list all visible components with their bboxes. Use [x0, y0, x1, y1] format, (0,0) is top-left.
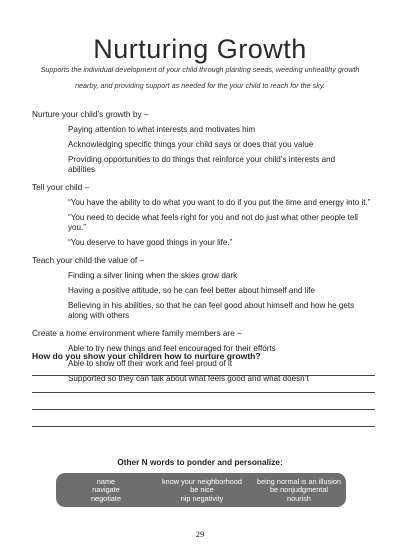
word-item: being normal is an illusion	[257, 477, 341, 486]
words-column	[252, 478, 346, 503]
word-item: navigate	[92, 485, 120, 495]
word-item: be nonjudgmental	[269, 485, 328, 495]
word-item: be nice	[190, 485, 214, 495]
page-subtitle	[28, 62, 372, 94]
list-item: Supported so they can talk about what feels good and what doesn’t	[68, 374, 309, 383]
writing-line[interactable]	[32, 426, 375, 427]
quote-item: “You need to decide what feels right for you and not do just what other people tell you.”	[68, 213, 358, 232]
writing-line[interactable]	[32, 409, 375, 410]
list-item: Having a positive attitude, so he can feel better about himself and life	[68, 286, 316, 295]
quote-item: “You have the ability to do what you want to do if you put the time and energy into it.”	[68, 198, 371, 207]
list-item: Able to try new things and feel encouraged for their efforts	[68, 344, 276, 353]
list-item: Providing opportunities to do things that reinforce your child’s interests and abilities	[68, 155, 336, 174]
section-heading: Tell your child –	[32, 182, 90, 192]
word-item: know your neighborhood	[162, 477, 242, 486]
section-heading: Teach your child the value of –	[32, 255, 145, 265]
tips-content	[32, 109, 377, 384]
list-item: Finding a silver lining when the skies grow dark	[68, 271, 238, 280]
section-heading: Create a home environment where family members are –	[32, 328, 242, 338]
words-column	[152, 478, 252, 503]
word-item: nip negativity	[180, 493, 224, 503]
quote-item: “You deserve to have good things in your life.”	[68, 238, 233, 247]
list-item: Paying attention to what interests and motivates him	[68, 125, 256, 134]
writing-line[interactable]	[32, 375, 375, 376]
writing-line[interactable]	[32, 392, 375, 393]
section-heading: Nurture your child’s growth by –	[32, 109, 149, 119]
page-number: 29	[195, 529, 205, 539]
reflection-question: How do you show your children how to nurture growth?	[32, 351, 261, 361]
subtitle-line: Supports the individual development of your child through planting seeds, weeding unhealthy growth	[40, 65, 360, 74]
subtitle-line: nearby, and providing support as needed for the your child to reach for the sky.	[75, 81, 325, 90]
words-column	[60, 478, 152, 503]
list-item: Believing in his abilities, so that he can feel good about himself and how he gets along with others	[68, 301, 355, 320]
word-item: nourish	[287, 493, 311, 503]
list-item: Able to show off their work and feel proud of it	[68, 359, 233, 368]
page-title: Nurturing Growth	[93, 34, 307, 64]
words-heading: Other N words to ponder and personalize:	[117, 457, 283, 467]
word-item: name	[96, 477, 116, 486]
list-item: Acknowledging specific things your child says or does that you value	[68, 140, 314, 149]
n-words-box	[56, 473, 346, 507]
word-item: negotiate	[90, 493, 122, 503]
